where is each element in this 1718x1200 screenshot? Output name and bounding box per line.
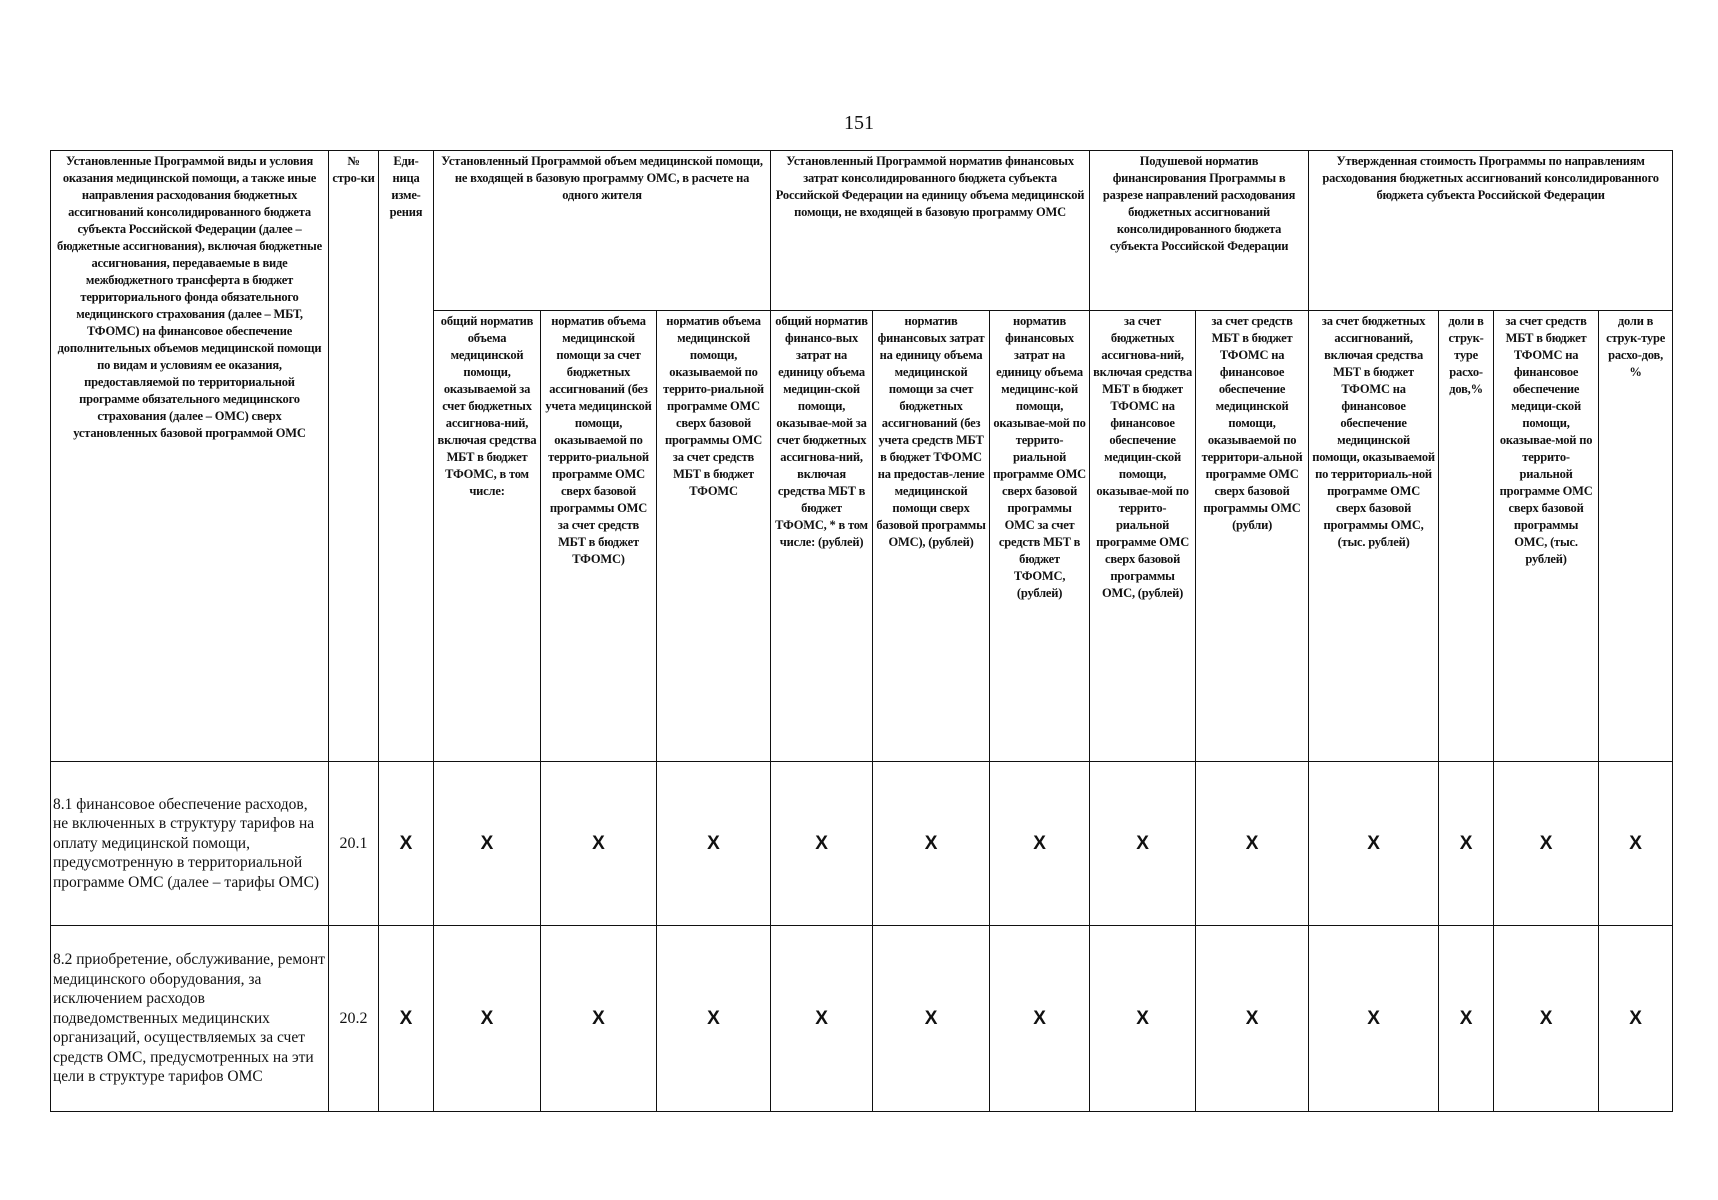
cell-mark: X [1439, 926, 1494, 1112]
cell-mark: X [434, 762, 541, 926]
cell-mark: X [379, 926, 434, 1112]
cell-mark: X [1494, 926, 1599, 1112]
cell-mark: X [1309, 762, 1439, 926]
program-cost-table [50, 150, 1673, 1112]
header-group-per-capita: Подушевой норматив финансирования Программы в разрезе направлений расходования бюджетных ассигнований консолидированного бюджета субъекта Российской Федерации [1090, 151, 1309, 311]
row-number: 20.1 [329, 762, 379, 926]
header-sub-9: за счет бюджетных ассигнований, включая средства МБТ в бюджет ТФОМС на финансовое обеспечение медицинской помощи, оказываемой по территориаль-ной программе ОМС сверх базовой программы ОМС, (тыс. рублей) [1309, 311, 1439, 762]
row-description: 8.1 финансовое обеспечение расходов, не включенных в структуру тарифов на оплату медицинской помощи, предусмотренную в территориальной программе ОМС (далее – тарифы ОМС) [51, 762, 329, 926]
cell-mark: X [1196, 762, 1309, 926]
header-sub-4: общий норматив финансо-вых затрат на единицу объема медицин-ской помощи, оказывае-мой за счет бюджетных ассигнова-ний, включая средства МБТ в бюджет ТФОМС, * в том числе: (рублей) [771, 311, 873, 762]
cell-mark: X [771, 926, 873, 1112]
cell-mark: X [434, 926, 541, 1112]
cell-mark: X [1090, 762, 1196, 926]
header-main-description: Установленные Программой виды и условия оказания медицинской помощи, а также иные направления расходования бюджетных ассигнований консолидированного бюджета субъекта Российской Федерации (далее – бюджетные ассигнования), включая бюджетные ассигнования, передаваемые в виде межбюджетного трансферта в бюджет территориального фонда обязательного медицинского страхования (далее – МБТ, ТФОМС) на финансовое обеспечение дополнительных объемов медицинской помощи по видам и условиям ее оказания, предоставляемой по территориальной программе обязательного медицинского страхования (далее – ОМС) сверх установленных базовой программой ОМС [51, 151, 329, 762]
header-sub-11: за счет средств МБТ в бюджет ТФОМС на финансовое обеспечение медици-ской помощи, оказывае-мой по террито-риальной программе ОМС сверх базовой программы ОМС, (тыс. рублей) [1494, 311, 1599, 762]
header-group-norm: Установленный Программой норматив финансовых затрат консолидированного бюджета субъекта Российской Федерации на единицу объема медицинской помощи, не входящей в базовую программу ОМС [771, 151, 1090, 311]
header-sub-3: норматив объема медицинской помощи, оказываемой по террито-риальной программе ОМС сверх базовой программы ОМС за счет средств МБТ в бюджет ТФОМС [657, 311, 771, 762]
header-sub-6: норматив финансовых затрат на единицу объема медицинс-кой помощи, оказывае-мой по террито-риальной программе ОМС сверх базовой программы ОМС за счет средств МБТ в бюджет ТФОМС, (рублей) [990, 311, 1090, 762]
header-sub-5: норматив финансовых затрат на единицу объема медицинской помощи за счет бюджетных ассигнований (без учета средств МБТ в бюджет ТФОМС на предостав-ление медицинской помощи сверх базовой программы ОМС), (рублей) [873, 311, 990, 762]
cell-mark: X [657, 926, 771, 1112]
cell-mark: X [990, 762, 1090, 926]
header-sub-1: общий норматив объема медицинской помощи, оказываемой за счет бюджетных ассигнова-ний, включая средства МБТ в бюджет ТФОМС, в том числе: [434, 311, 541, 762]
cell-mark: X [1090, 926, 1196, 1112]
cell-mark: X [541, 762, 657, 926]
header-sub-8: за счет средств МБТ в бюджет ТФОМС на финансовое обеспечение медицинской помощи, оказываемой по территори-альной программе ОМС сверх базовой программы ОМС (рубли) [1196, 311, 1309, 762]
cell-mark: X [873, 762, 990, 926]
header-sub-12: доли в струк-туре расхо-дов, % [1599, 311, 1673, 762]
cell-mark: X [1439, 762, 1494, 926]
cell-mark: X [1494, 762, 1599, 926]
page-number: 151 [844, 112, 874, 134]
cell-mark: X [1309, 926, 1439, 1112]
cell-mark: X [990, 926, 1090, 1112]
header-unit: Еди-ница изме-рения [379, 151, 434, 762]
header-group-volume: Установленный Программой объем медицинской помощи, не входящей в базовую программу ОМС, в расчете на одного жителя [434, 151, 771, 311]
table-row [51, 762, 1673, 926]
cell-mark: X [771, 762, 873, 926]
cell-mark: X [657, 762, 771, 926]
cell-mark: X [541, 926, 657, 1112]
row-number: 20.2 [329, 926, 379, 1112]
header-sub-7: за счет бюджетных ассигнова-ний, включая средства МБТ в бюджет ТФОМС на финансовое обеспечение медицин-ской помощи, оказывае-мой по террито-риальной программе ОМС сверх базовой программы ОМС, (рублей) [1090, 311, 1196, 762]
cell-mark: X [379, 762, 434, 926]
header-row-number: № стро-ки [329, 151, 379, 762]
header-sub-10: доли в струк-туре расхо-дов,% [1439, 311, 1494, 762]
header-sub-2: норматив объема медицинской помощи за счет бюджетных ассигнований (без учета медицинской помощи, оказываемой по террито-риальной программе ОМС сверх базовой программы ОМС за счет средств МБТ в бюджет ТФОМС) [541, 311, 657, 762]
cell-mark: X [873, 926, 990, 1112]
cell-mark: X [1599, 926, 1673, 1112]
header-group-cost: Утвержденная стоимость Программы по направлениям расходования бюджетных ассигнований консолидированного бюджета субъекта Российской Федерации [1309, 151, 1673, 311]
cell-mark: X [1196, 926, 1309, 1112]
cell-mark: X [1599, 762, 1673, 926]
row-description: 8.2 приобретение, обслуживание, ремонт медицинского оборудования, за исключением расходов подведомственных медицинских организаций, осуществляемых за счет средств ОМС, предусмотренных на эти цели в структуре тарифов ОМС [51, 926, 329, 1112]
table-row [51, 926, 1673, 1112]
